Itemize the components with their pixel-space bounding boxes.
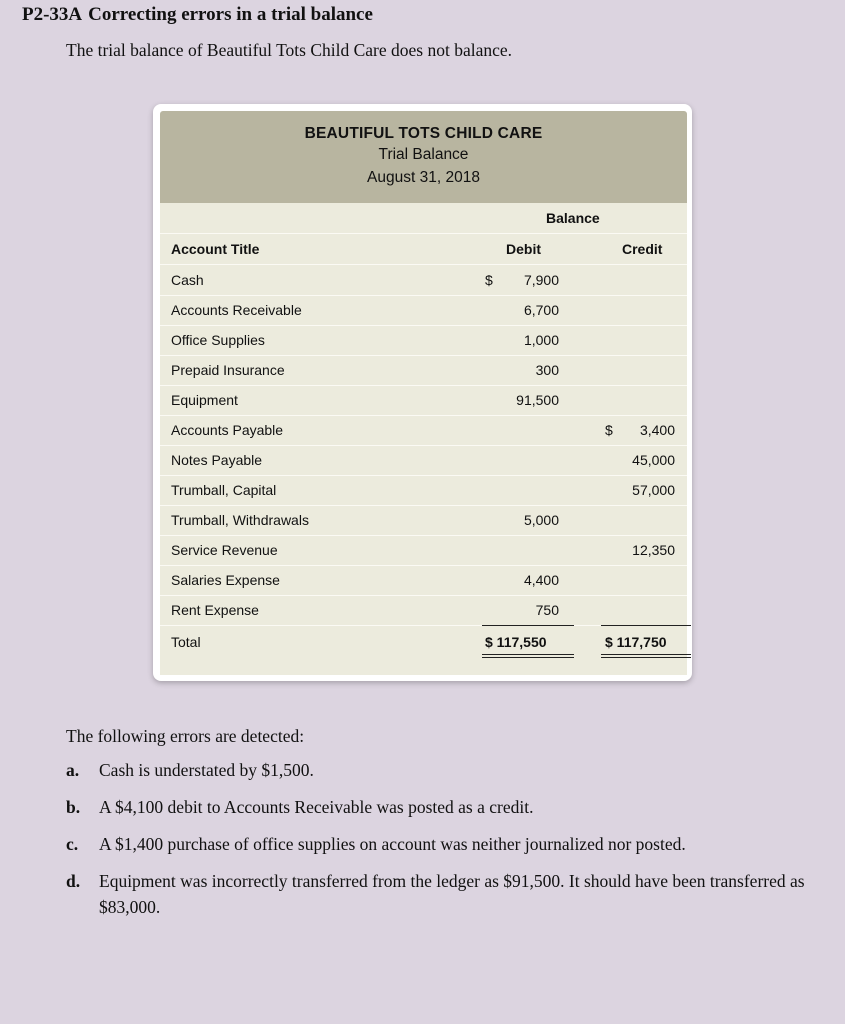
table-row bbox=[160, 505, 687, 536]
error-letter: a. bbox=[66, 760, 80, 780]
account-title: Trumball, Capital bbox=[171, 482, 277, 498]
error-item bbox=[66, 868, 826, 920]
error-text: A $4,100 debit to Accounts Receivable was posted as a credit. bbox=[99, 797, 534, 817]
account-title: Service Revenue bbox=[171, 542, 278, 558]
account-title: Prepaid Insurance bbox=[171, 362, 285, 378]
debit-amount: 4,400 bbox=[523, 572, 559, 588]
credit-dollar-sign: $ bbox=[605, 422, 613, 438]
column-header-account: Account Title bbox=[171, 241, 260, 257]
column-header-row bbox=[160, 234, 687, 265]
error-letter: c. bbox=[66, 834, 79, 854]
total-debit: $ 117,550 bbox=[485, 634, 547, 650]
debit-total-double-rule bbox=[482, 654, 574, 658]
error-text: Cash is understated by $1,500. bbox=[99, 760, 314, 780]
table-row bbox=[160, 565, 687, 596]
account-title: Office Supplies bbox=[171, 332, 265, 348]
balance-header: Balance bbox=[546, 210, 600, 226]
credit-subtotal-rule bbox=[601, 625, 691, 626]
table-row bbox=[160, 475, 687, 506]
table-row bbox=[160, 385, 687, 416]
problem-intro: The trial balance of Beautiful Tots Child Care does not balance. bbox=[66, 40, 513, 60]
company-name: BEAUTIFUL TOTS CHILD CARE bbox=[304, 125, 543, 142]
error-item bbox=[66, 794, 826, 820]
debit-subtotal-rule bbox=[482, 625, 574, 626]
account-title: Accounts Receivable bbox=[171, 302, 302, 318]
debit-dollar-sign: $ bbox=[485, 272, 493, 288]
account-title: Salaries Expense bbox=[171, 572, 280, 588]
debit-amount: 750 bbox=[535, 602, 559, 618]
debit-amount: 7,900 bbox=[523, 272, 559, 288]
debit-amount: 1,000 bbox=[523, 332, 559, 348]
credit-total-double-rule bbox=[601, 654, 691, 658]
credit-amount: 57,000 bbox=[632, 482, 675, 498]
error-text: Equipment was incorrectly transferred from the ledger as $91,500. It should have been transferred as $83,000. bbox=[99, 871, 805, 917]
trial-balance-card bbox=[153, 104, 692, 681]
trial-balance-table bbox=[160, 203, 687, 675]
error-text: A $1,400 purchase of office supplies on account was neither journalized nor posted. bbox=[99, 834, 686, 854]
account-title: Trumball, Withdrawals bbox=[171, 512, 309, 528]
problem-number: P2-33A bbox=[22, 4, 83, 25]
problem-heading bbox=[22, 4, 373, 26]
credit-amount: 45,000 bbox=[632, 452, 675, 468]
table-row bbox=[160, 535, 687, 566]
problem-title: Correcting errors in a trial balance bbox=[88, 4, 373, 25]
debit-amount: 6,700 bbox=[523, 302, 559, 318]
statement-header bbox=[160, 111, 687, 203]
statement-name: Trial Balance bbox=[378, 146, 469, 163]
table-row bbox=[160, 265, 687, 296]
table-row bbox=[160, 325, 687, 356]
column-header-debit: Debit bbox=[506, 241, 541, 257]
error-letter: d. bbox=[66, 871, 81, 891]
account-title: Notes Payable bbox=[171, 452, 263, 468]
table-row bbox=[160, 445, 687, 476]
account-title: Cash bbox=[171, 272, 204, 288]
error-letter: b. bbox=[66, 797, 81, 817]
error-item bbox=[66, 757, 826, 783]
table-row bbox=[160, 415, 687, 446]
total-label: Total bbox=[171, 634, 201, 650]
balance-header-row bbox=[160, 203, 687, 234]
account-title: Accounts Payable bbox=[171, 422, 284, 438]
error-item bbox=[66, 831, 826, 857]
account-title: Equipment bbox=[171, 392, 238, 408]
credit-amount: 3,400 bbox=[639, 422, 675, 438]
total-row bbox=[160, 627, 687, 657]
debit-amount: 91,500 bbox=[516, 392, 559, 408]
errors-section bbox=[66, 726, 826, 931]
account-title: Rent Expense bbox=[171, 602, 259, 618]
credit-amount: 12,350 bbox=[632, 542, 675, 558]
debit-amount: 300 bbox=[535, 362, 559, 378]
errors-lead: The following errors are detected: bbox=[66, 726, 305, 746]
debit-amount: 5,000 bbox=[523, 512, 559, 528]
column-header-credit: Credit bbox=[622, 241, 663, 257]
total-credit: $ 117,750 bbox=[605, 634, 667, 650]
table-row bbox=[160, 295, 687, 326]
table-row bbox=[160, 595, 687, 626]
table-row bbox=[160, 355, 687, 386]
statement-date: August 31, 2018 bbox=[367, 169, 480, 186]
